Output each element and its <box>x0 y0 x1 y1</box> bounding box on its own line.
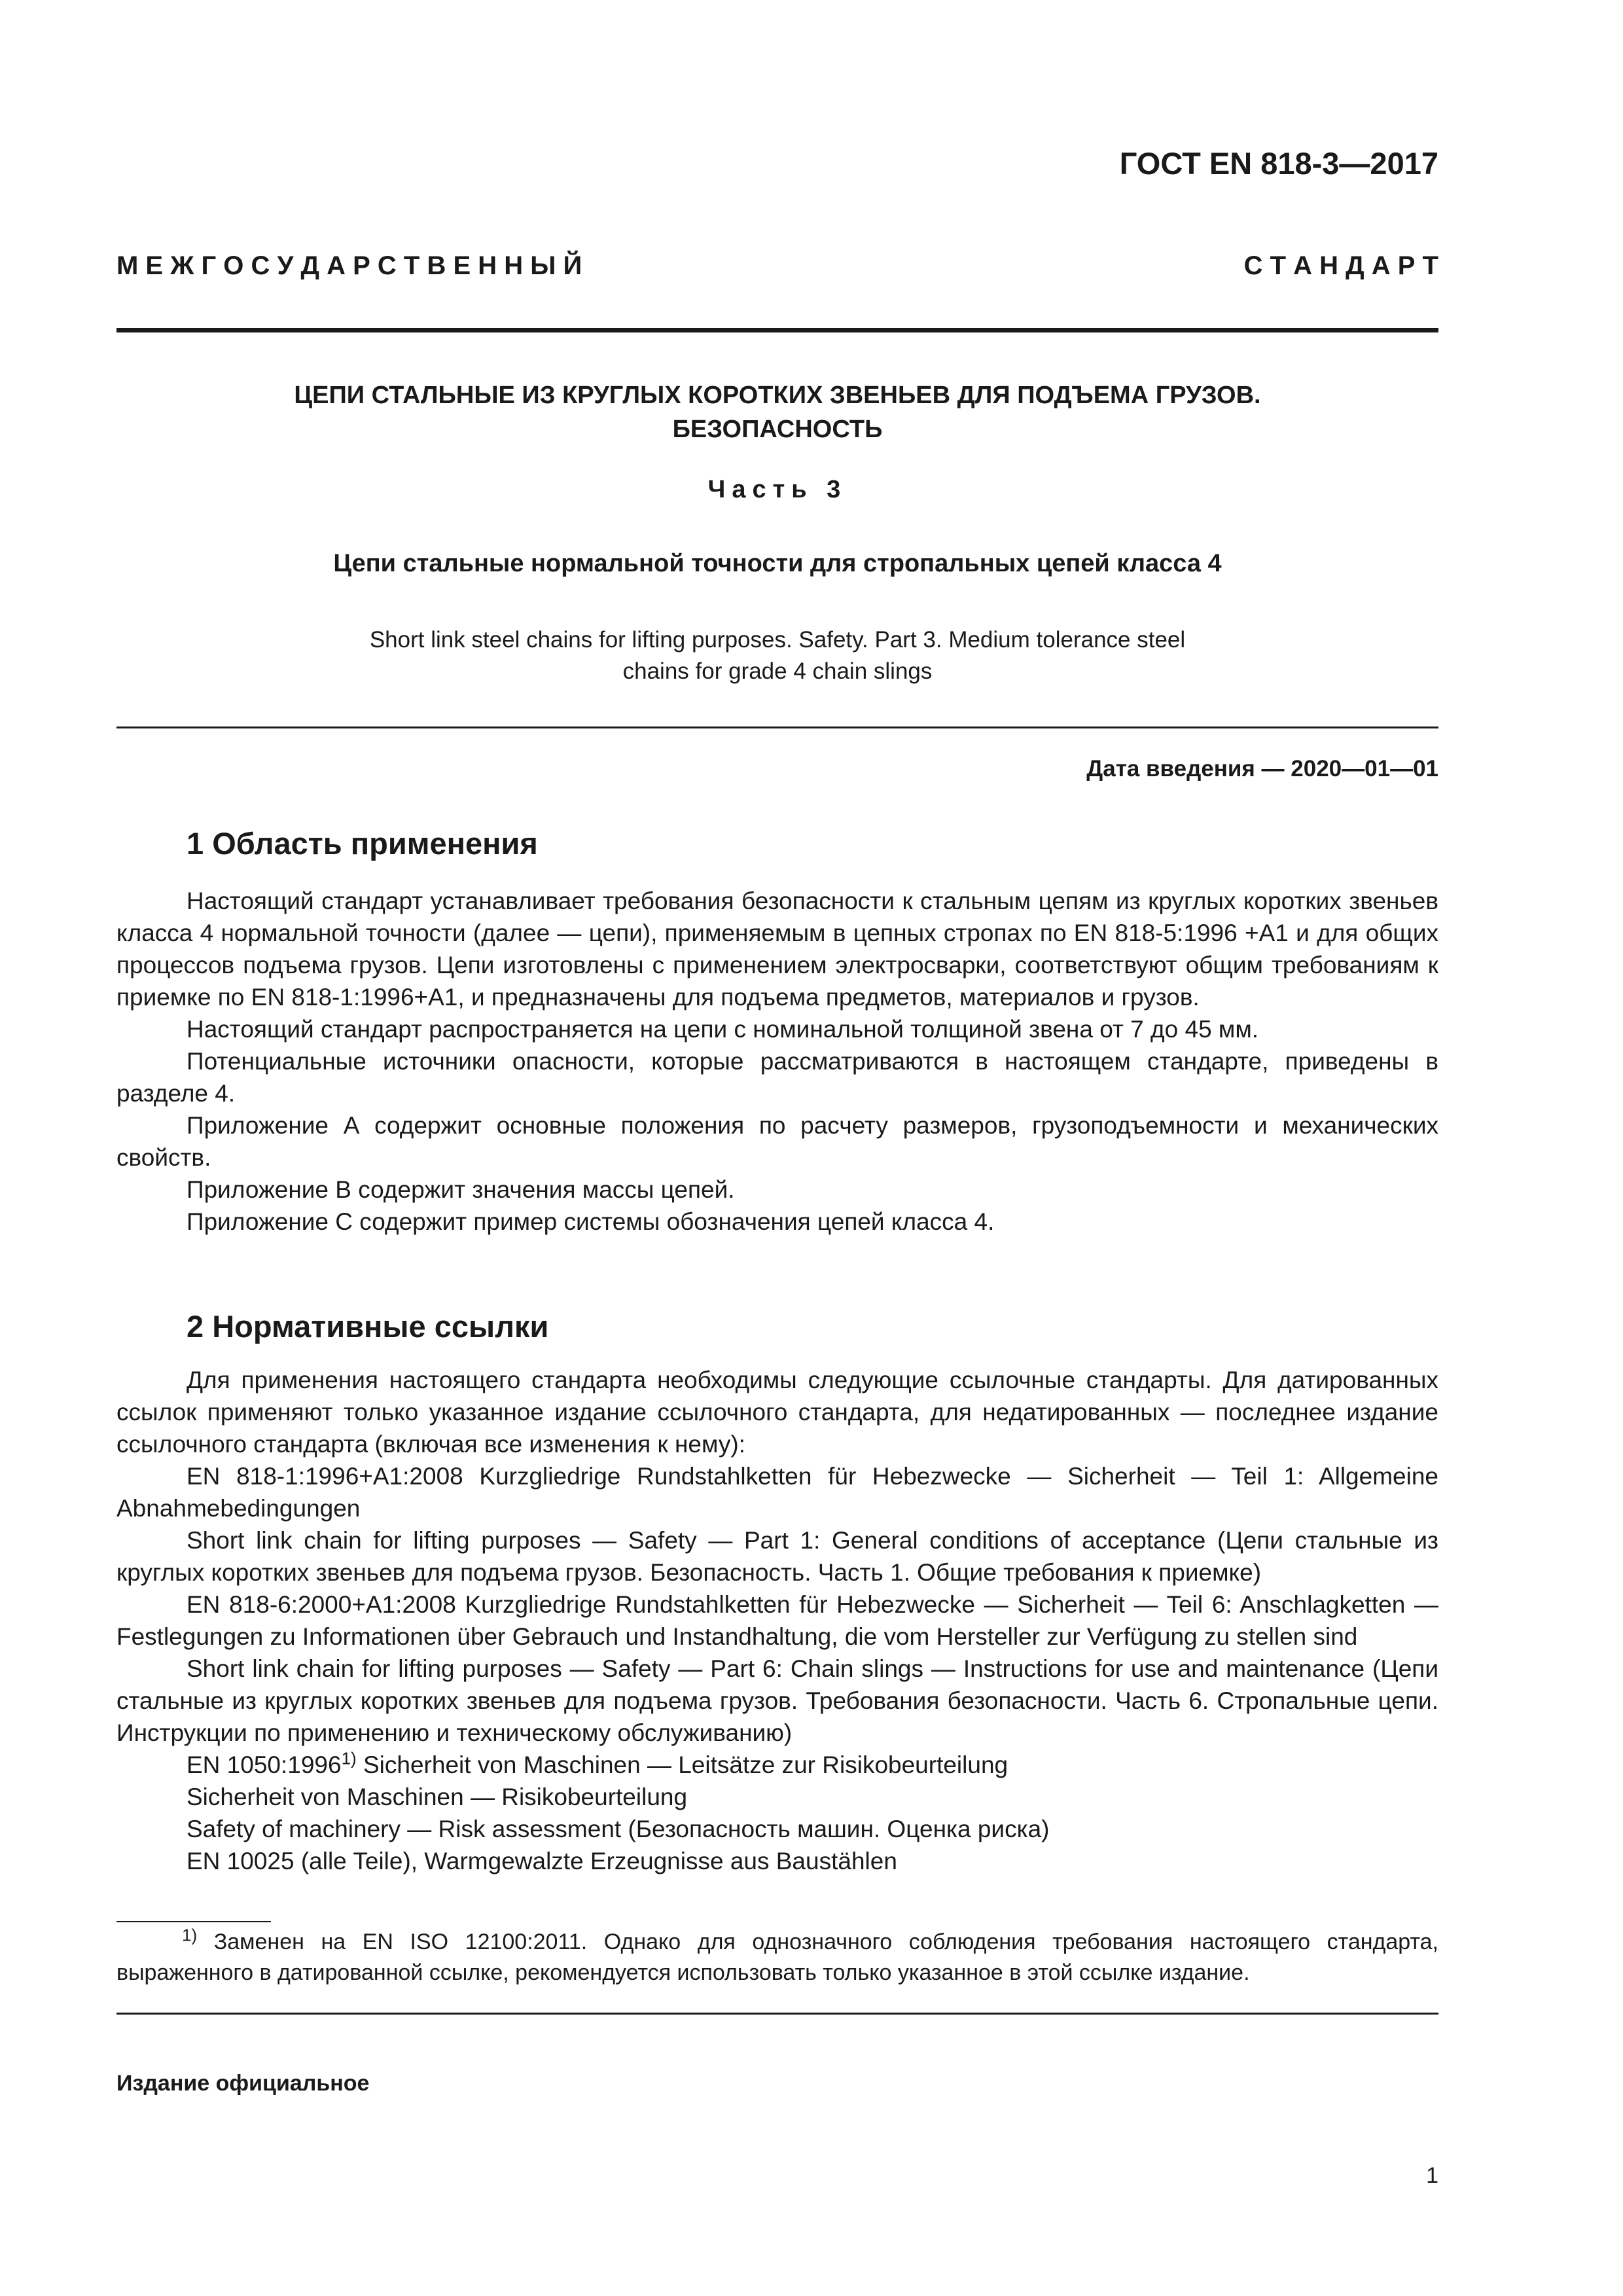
document-code: ГОСТ EN 818-3—2017 <box>1119 146 1438 181</box>
section-1-body <box>116 885 1438 1238</box>
section-1-paragraph: Приложение В содержит значения массы цепей. <box>187 1176 735 1203</box>
english-title-line-2: chains for grade 4 chain slings <box>622 658 933 684</box>
section-1-paragraph: Приложение С содержит пример системы обозначения цепей класса 4. <box>187 1208 995 1235</box>
standard-type-right: С Т А Н Д А Р Т <box>1243 251 1438 280</box>
section-2-heading: 2 Нормативные ссылки <box>187 1309 549 1344</box>
english-title-line-1: Short link steel chains for lifting purposes. Safety. Part 3. Medium tolerance steel <box>369 627 1186 653</box>
reference-3-en: Safety of machinery — Risk assessment (Безопасность машин. Оценка риска) <box>187 1816 1050 1842</box>
title-line-2: БЕЗОПАСНОСТЬ <box>672 416 883 443</box>
footer-rule <box>116 2013 1438 2015</box>
reference-3-code: EN 1050:1996 <box>187 1751 342 1778</box>
reference-1-en: Short link chain for lifting purposes — Safety — Part 1: General conditions of acceptance (Цепи стальные из круглых коротких звеньев для подъема грузов. Безопасность. Часть 1. Общие требования к приемке) <box>116 1527 1438 1586</box>
reference-3-de-alt: Sicherheit von Maschinen — Risikobeurteilung <box>187 1784 688 1810</box>
reference-3-de <box>116 1749 1438 1781</box>
reference-3-title: Sicherheit von Maschinen — Leitsätze zur Risikobeurteilung <box>356 1751 1008 1778</box>
introduction-date: Дата введения — 2020—01—01 <box>1086 756 1438 781</box>
footnote-text: Заменен на EN ISO 12100:2011. Однако для однозначного соблюдения требования настоящего стандарта, выраженного в датированной ссылке, рекомендуется использовать только указанное в этой ссылке издание. <box>116 1929 1438 1985</box>
section-1-paragraph: Приложение А содержит основные положения по расчету размеров, грузоподъемности и механических свойств. <box>116 1112 1438 1171</box>
section-1-paragraph: Настоящий стандарт распространяется на цепи с номинальной толщиной звена от 7 до 45 мм. <box>187 1016 1259 1043</box>
section-1-paragraph: Потенциальные источники опасности, которые рассматриваются в настоящем стандарте, приведены в разделе 4. <box>116 1048 1438 1107</box>
title-rule <box>116 726 1438 728</box>
reference-4: EN 10025 (alle Teile), Warmgewalzte Erzeugnisse aus Baustählen <box>187 1848 897 1874</box>
document-subtitle: Цепи стальные нормальной точности для стропальных цепей класса 4 <box>333 550 1222 577</box>
section-2-intro: Для применения настоящего стандарта необходимы следующие ссылочные стандарты. Для датированных ссылок применяют только указанное издание ссылочного стандарта, для недатированных — последнее издание ссылочного стандарта (включая все изменения к нему): <box>116 1367 1438 1458</box>
reference-2-de: EN 818-6:2000+A1:2008 Kurzgliedrige Rundstahlketten für Hebezwecke — Sicherheit — Teil 6: Anschlagketten — Festlegungen zu Informationen über Gebrauch und Instandhaltung, die vom Hersteller zur Verfügung zu stellen sind <box>116 1591 1438 1650</box>
section-1-heading: 1 Область применения <box>187 826 538 861</box>
section-2-body <box>116 1364 1438 1877</box>
reference-1-de: EN 818-1:1996+A1:2008 Kurzgliedrige Rundstahlketten für Hebezwecke — Sicherheit — Teil 1: Allgemeine Abnahmebedingungen <box>116 1463 1438 1522</box>
header-rule <box>116 328 1438 332</box>
title-line-1: ЦЕПИ СТАЛЬНЫЕ ИЗ КРУГЛЫХ КОРОТКИХ ЗВЕНЬЕВ ДЛЯ ПОДЪЕМА ГРУЗОВ. <box>294 382 1261 409</box>
section-1-paragraph: Настоящий стандарт устанавливает требования безопасности к стальным цепям из круглых коротких звеньев класса 4 нормальной точности (далее — цепи), применяемым в цепных стропах по EN 818-5:1996 +А1 и для общих процессов подъема грузов. Цепи изготовлены с применением электросварки, соответствуют общим требованиям к приемке по EN 818-1:1996+А1, и предназначены для подъема предметов, материалов и грузов. <box>116 888 1438 1011</box>
footnote-mark: 1) <box>182 1925 198 1945</box>
part-label: Часть 3 <box>707 476 847 503</box>
page-number: 1 <box>1426 2163 1438 2188</box>
footnote-reference: 1) <box>341 1748 357 1768</box>
footnote-separator <box>116 1921 271 1922</box>
footnote <box>116 1927 1438 1988</box>
standard-type-left: М Е Ж Г О С У Д А Р С Т В Е Н Н Ы Й <box>116 251 582 280</box>
reference-2-en: Short link chain for lifting purposes — Safety — Part 6: Chain slings — Instructions for use and maintenance (Цепи стальные из круглых коротких звеньев для подъема грузов. Требования безопасности. Часть 6. Стропальные цепи. Инструкции по применению и техническому обслуживанию) <box>116 1655 1438 1746</box>
english-title <box>116 624 1438 687</box>
edition-label: Издание официальное <box>116 2071 370 2096</box>
document-title <box>116 378 1438 446</box>
